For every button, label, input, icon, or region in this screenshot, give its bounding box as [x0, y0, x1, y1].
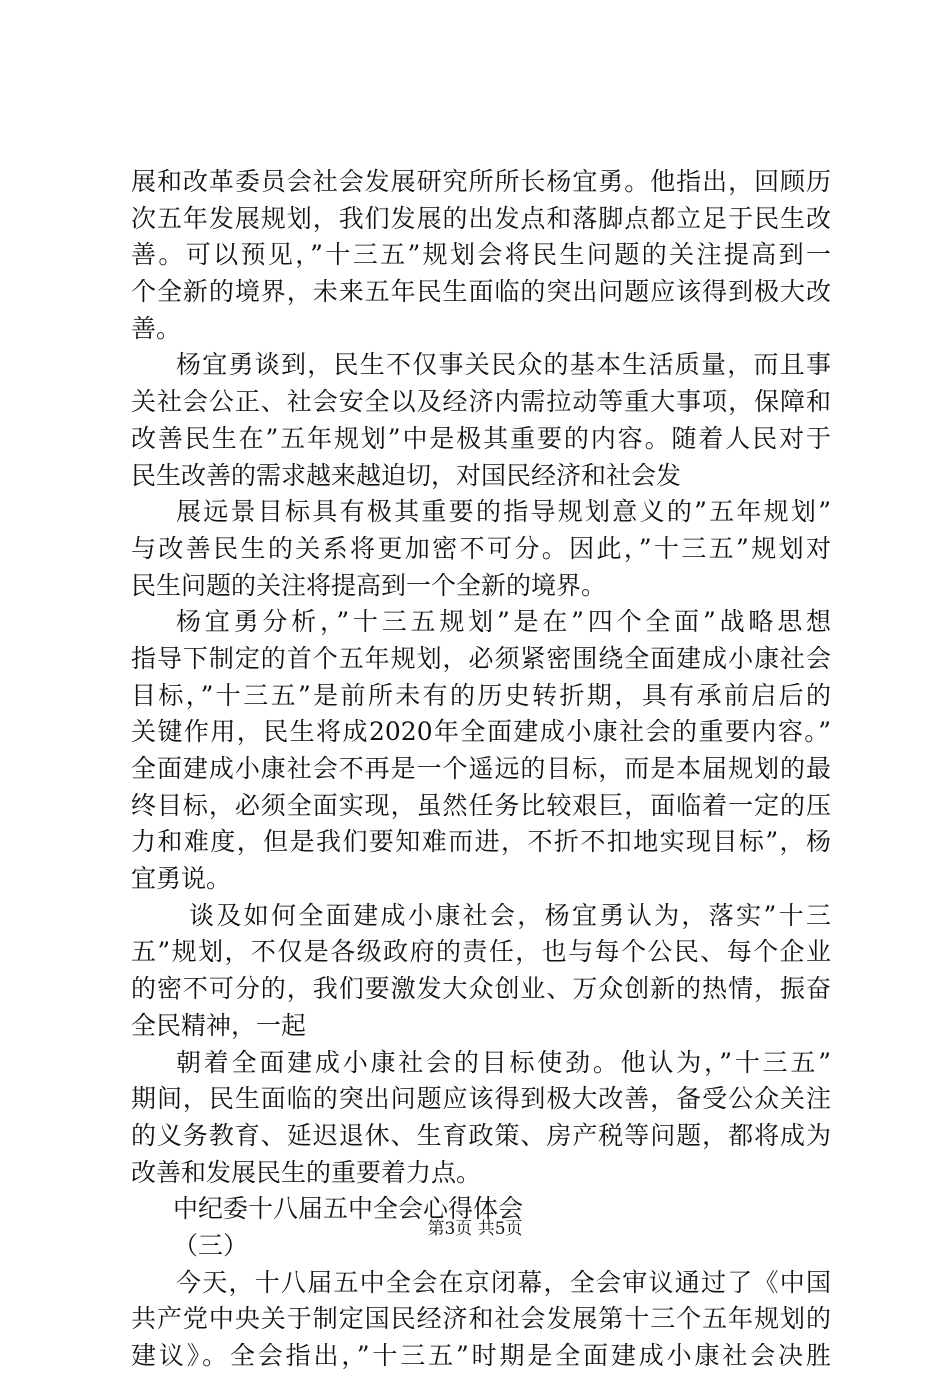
text-line: 个全新的境界，未来五年民生面临的突出问题应该得到极大改 — [131, 277, 831, 307]
text-line: 善。可以预见，”十三五”规划会将民生问题的关注提高到一 — [131, 240, 831, 270]
text-line: 今天，十八届五中全会在京闭幕，全会审议通过了《中国 — [176, 1267, 831, 1297]
page-footer — [0, 1217, 950, 1241]
text-line: 宜勇说。 — [131, 864, 232, 894]
text-line: 谈及如何全面建成小康社会，杨宜勇认为，落实”十三 — [189, 900, 831, 930]
text-line: 改善民生在”五年规划”中是极其重要的内容。随着人民对于 — [131, 423, 831, 453]
text-line: 的密不可分的，我们要激发大众创业、万众创新的热情，振奋 — [131, 974, 831, 1004]
text-line: 次五年发展规划，我们发展的出发点和落脚点都立足于民生改 — [131, 203, 831, 233]
text-line: 的义务教育、延迟退休、生育政策、房产税等问题，都将成为 — [131, 1120, 831, 1150]
text-line: 杨宜勇谈到，民生不仅事关民众的基本生活质量，而且事 — [176, 350, 831, 380]
section-number: （三） — [173, 1230, 249, 1260]
text-line: 民生问题的关注将提高到一个全新的境界。 — [131, 570, 607, 600]
text-line: 展远景目标具有极其重要的指导规划意义的”五年规划” — [176, 497, 831, 527]
text-line: 指导下制定的首个五年规划，必须紧密围绕全面建成小康社会 — [131, 643, 831, 673]
text-line: 终目标，必须全面实现，虽然任务比较艰巨，面临着一定的压 — [131, 790, 831, 820]
text-line: 改善和发展民生的重要着力点。 — [131, 1157, 482, 1187]
text-line: 展和改革委员会社会发展研究所所长杨宜勇。他指出，回顾历 — [131, 167, 831, 196]
section-heading: 中纪委十八届五中全会心得体会 — [173, 1194, 524, 1224]
text-line: 全民精神，一起 — [131, 1010, 307, 1040]
text-line: 目标，”十三五”是前所未有的历史转折期，具有承前启后的 — [131, 680, 831, 710]
text-line: 关键作用，民生将成2020年全面建成小康社会的重要内容。” — [131, 717, 831, 747]
text-line: 善。 — [131, 313, 182, 343]
text-line: 朝着全面建成小康社会的目标使劲。他认为，”十三五” — [176, 1047, 831, 1077]
text-line: 民生改善的需求越来越迫切，对国民经济和社会发 — [131, 460, 682, 490]
text-line: 力和难度，但是我们要知难而进，不折不扣地实现目标”，杨 — [131, 827, 831, 857]
text-line: 五”规划，不仅是各级政府的责任，也与每个公民、每个企业 — [131, 937, 831, 967]
text-line: 共产党中央关于制定国民经济和社会发展第十三个五年规划的 — [131, 1304, 831, 1334]
page-number-info: 第3页 共5页 — [427, 1219, 523, 1239]
text-line: 建议》。全会指出，”十三五”时期是全面建成小康社会决胜 — [131, 1341, 831, 1370]
text-line: 期间，民生面临的突出问题应该得到极大改善，备受公众关注 — [131, 1084, 831, 1114]
text-line: 与改善民生的关系将更加密不可分。因此，”十三五”规划对 — [131, 533, 831, 563]
text-line: 杨宜勇分析，”十三五规划”是在”四个全面”战略思想 — [176, 607, 831, 637]
document-body — [131, 164, 831, 1375]
text-line: 关社会公正、社会安全以及经济内需拉动等重大事项，保障和 — [131, 387, 831, 417]
text-line: 全面建成小康社会不再是一个遥远的目标，而是本届规划的最 — [131, 754, 831, 783]
